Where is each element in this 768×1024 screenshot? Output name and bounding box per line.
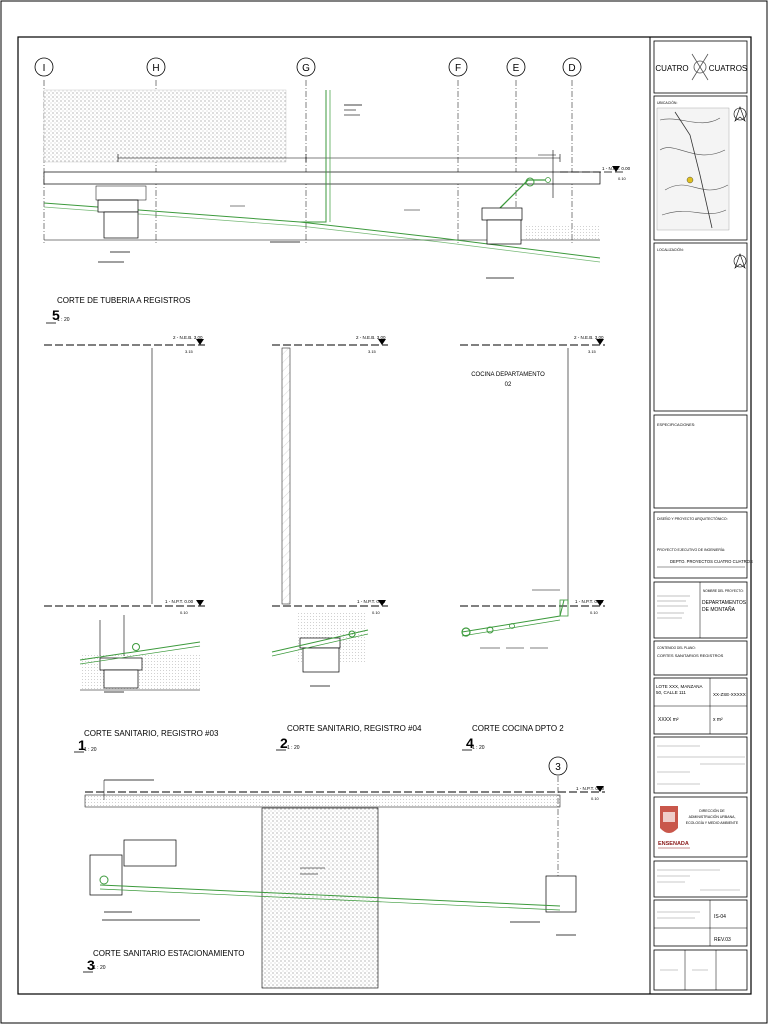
svg-text:D: D	[568, 63, 576, 74]
svg-text:4: 4	[466, 735, 474, 751]
municipal-seal-icon	[660, 806, 678, 833]
hatched-wall	[44, 90, 286, 162]
svg-text:DEPTO. PROYECTOS CUATRO CUATRO: DEPTO. PROYECTOS CUATRO CUATROS	[670, 559, 753, 564]
svg-text:CONTENIDO DEL PLANO:: CONTENIDO DEL PLANO:	[657, 646, 696, 650]
drawing-2-registro-04	[272, 335, 422, 751]
level-value: 0.10	[618, 176, 626, 181]
drawing-5-pipe-section	[35, 58, 631, 323]
drawing-2-scale: 1 : 20	[287, 745, 300, 751]
svg-text:2: 2	[280, 735, 288, 751]
svg-text:PROYECTO EJECUTIVO DE INGENIER: PROYECTO EJECUTIVO DE INGENIERÍA:	[657, 548, 726, 552]
drawing-5-scale: 1 : 20	[57, 317, 70, 323]
grid-axis-d	[563, 58, 581, 245]
location-map	[657, 108, 729, 230]
lot-address: LOTE XXX, MANZANA 50, CALLE 111	[656, 684, 703, 695]
drawing-4-cocina-dpto2	[460, 335, 605, 751]
svg-text:3.15: 3.15	[368, 349, 376, 354]
drawing-5-number: 5	[52, 307, 60, 323]
localization-box	[654, 243, 747, 411]
svg-text:1 - N.P.T. 0.00: 1 - N.P.T. 0.00	[576, 786, 605, 791]
svg-text:0.10: 0.10	[372, 610, 380, 615]
svg-text:1 - N.P.T. 0.00: 1 - N.P.T. 0.00	[575, 599, 604, 604]
project-name: DEPARTAMENTOS DE MONTAÑA	[702, 600, 746, 613]
svg-text:UBICACIÓN:: UBICACIÓN:	[657, 101, 678, 105]
title-block	[654, 41, 753, 990]
drawing-3-title: CORTE SANITARIO ESTACIONAMIENTO	[93, 949, 245, 958]
drawing-4-title: CORTE COCINA DPTO 2	[472, 724, 564, 733]
register-box	[482, 208, 522, 220]
svg-text:E: E	[512, 63, 520, 74]
level-label: 1 - N.P.T. 0.00	[602, 166, 631, 171]
grid-axis-f	[449, 58, 467, 245]
svg-text:0.10: 0.10	[590, 610, 598, 615]
drawing-1-scale: 1 : 20	[84, 747, 97, 753]
slab	[44, 172, 600, 184]
svg-text:3.15: 3.15	[185, 349, 193, 354]
svg-text:2 - N.E.B. 3.00: 2 - N.E.B. 3.00	[173, 335, 203, 340]
area-value: XXXX m²	[658, 717, 679, 723]
hatched-column	[262, 808, 378, 988]
drawing-4-scale: 1 : 20	[472, 745, 485, 751]
grid-axis-g	[297, 58, 315, 245]
clave-catastral: XX-ZSE-XXXXX	[713, 692, 746, 697]
svg-text:0.10: 0.10	[180, 610, 188, 615]
svg-text:DIRECCIÓN DE: DIRECCIÓN DE	[699, 809, 725, 813]
drawing-3-scale: 1 : 20	[93, 965, 106, 971]
svg-text:ESPECIFICACIONES:: ESPECIFICACIONES:	[657, 423, 696, 427]
plan-code: IS-04	[714, 914, 726, 920]
svg-text:0.10: 0.10	[591, 796, 599, 801]
drawing-3-estacionamiento	[83, 757, 605, 988]
svg-text:G: G	[302, 63, 310, 74]
svg-text:I: I	[42, 63, 46, 74]
svg-text:1: 1	[78, 737, 86, 753]
revision: REV.03	[714, 937, 731, 943]
svg-text:3: 3	[87, 957, 95, 973]
svg-text:DISEÑO Y PROYECTO ARQUITECTÓNI: DISEÑO Y PROYECTO ARQUITECTÓNICO:	[657, 517, 728, 521]
svg-text:ADMINISTRACIÓN URBANA,: ADMINISTRACIÓN URBANA,	[688, 815, 736, 819]
svg-text:1 - N.P.T. 0.00: 1 - N.P.T. 0.00	[357, 599, 386, 604]
cocina-label: COCINA DEPARTAMENTO	[471, 372, 545, 378]
area-value-2: x m²	[713, 717, 723, 723]
logo-left: CUATRO	[655, 64, 689, 73]
svg-text:ECOLOGÍA Y MEDIO AMBIENTE: ECOLOGÍA Y MEDIO AMBIENTE	[685, 821, 739, 825]
drawing-1-title: CORTE SANITARIO, REGISTRO #03	[84, 729, 219, 738]
register-box	[98, 200, 138, 212]
svg-text:1 - N.P.T. 0.00: 1 - N.P.T. 0.00	[165, 599, 194, 604]
svg-text:NOMBRE DEL PROYECTO:: NOMBRE DEL PROYECTO:	[703, 589, 744, 593]
design-box	[654, 512, 747, 578]
drawing-2-title: CORTE SANITARIO, REGISTRO #04	[287, 724, 422, 733]
plan-contents: CORTES SANITARIOS REGISTROS	[657, 653, 724, 658]
municipality-name: ENSENADA	[658, 841, 689, 847]
svg-text:H: H	[152, 63, 160, 74]
cocina-number: 02	[504, 382, 512, 388]
drawing-1-registro-03	[44, 335, 219, 753]
svg-text:F: F	[454, 63, 462, 74]
svg-text:LOCALIZACIÓN:: LOCALIZACIÓN:	[657, 248, 684, 252]
svg-text:3: 3	[555, 762, 561, 773]
signatures-box	[654, 737, 747, 793]
logo-right: CUATROS	[708, 64, 748, 73]
svg-text:3.15: 3.15	[588, 349, 596, 354]
drawing-5-title: CORTE DE TUBERIA A REGISTROS	[57, 296, 191, 305]
specifications-box	[654, 415, 747, 508]
svg-text:2 - N.E.B. 3.00: 2 - N.E.B. 3.00	[574, 335, 604, 340]
svg-text:2 - N.E.B. 3.00: 2 - N.E.B. 3.00	[356, 335, 386, 340]
